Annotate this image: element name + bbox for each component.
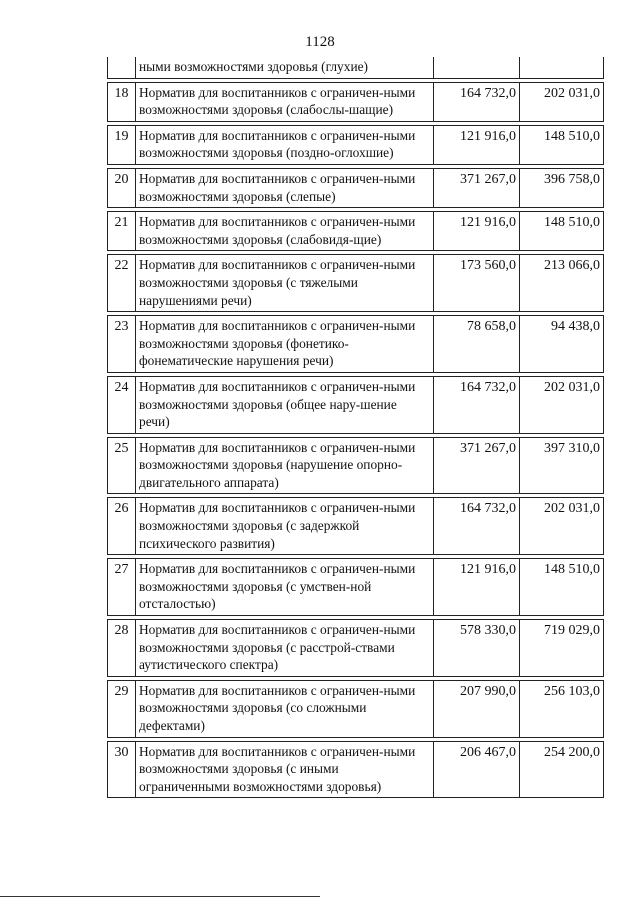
row-number-cell: 26	[108, 498, 136, 555]
row-name-cell: Норматив для воспитанников с ограничен-ными возможностями здоровья (фонетико-фонематические нарушения речи)	[136, 316, 434, 373]
row-value-2-cell: 94 438,0	[520, 316, 604, 373]
row-value-2-cell: 148 510,0	[520, 125, 604, 164]
row-name-cell: Норматив для воспитанников с ограничен-ными возможностями здоровья (с умствен-ной отсталостью)	[136, 559, 434, 616]
row-value-2-cell: 213 066,0	[520, 255, 604, 312]
row-value-1-cell: 371 267,0	[434, 437, 520, 494]
table-row-continuation	[108, 57, 604, 78]
table-row	[108, 498, 604, 555]
row-value-1-cell: 206 467,0	[434, 741, 520, 798]
row-number-cell: 21	[108, 212, 136, 251]
norms-table-body	[108, 57, 604, 798]
row-value-1-cell: 207 990,0	[434, 680, 520, 737]
row-name-cell: Норматив для воспитанников с ограничен-ными возможностями здоровья (с иными ограниченными возможностями здоровья)	[136, 741, 434, 798]
row-value-1-cell: 78 658,0	[434, 316, 520, 373]
row-name-cell: Норматив для воспитанников с ограничен-ными возможностями здоровья (с тяжелыми нарушениями речи)	[136, 255, 434, 312]
row-number-cell: 22	[108, 255, 136, 312]
row-value-1-cell: 164 732,0	[434, 376, 520, 433]
row-value-2-cell: 202 031,0	[520, 376, 604, 433]
table-row	[108, 316, 604, 373]
row-value-2-cell: 396 758,0	[520, 168, 604, 207]
table-row	[108, 255, 604, 312]
row-number-cell: 27	[108, 559, 136, 616]
row-value-2-cell: 254 200,0	[520, 741, 604, 798]
footer-rule	[0, 896, 320, 897]
row-number-cell: 24	[108, 376, 136, 433]
row-value-1-cell: 121 916,0	[434, 125, 520, 164]
row-value-1-cell: 121 916,0	[434, 559, 520, 616]
row-value-1-cell: 173 560,0	[434, 255, 520, 312]
row-value-2-cell: 148 510,0	[520, 212, 604, 251]
table-row	[108, 680, 604, 737]
table-row	[108, 437, 604, 494]
row-value-1-cell: 121 916,0	[434, 212, 520, 251]
row-name-cell: Норматив для воспитанников с ограничен-ными возможностями здоровья (с расстрой-ствами аутистического спектра)	[136, 620, 434, 677]
row-name-cell: Норматив для воспитанников с ограничен-ными возможностями здоровья (нарушение опорно-двигательного аппарата)	[136, 437, 434, 494]
norms-table	[107, 57, 604, 798]
table-row	[108, 168, 604, 207]
row-value-1-cell: 578 330,0	[434, 620, 520, 677]
row-number-cell: 30	[108, 741, 136, 798]
row-name-cell: Норматив для воспитанников с ограничен-ными возможностями здоровья (слабовидя-щие)	[136, 212, 434, 251]
row-number-cell: 19	[108, 125, 136, 164]
row-number-cell: 25	[108, 437, 136, 494]
row-number-cell	[108, 57, 136, 78]
row-name-cell: Норматив для воспитанников с ограничен-ными возможностями здоровья (поздно-оглохшие)	[136, 125, 434, 164]
table-row	[108, 212, 604, 251]
row-value-1-cell: 164 732,0	[434, 498, 520, 555]
row-value-2-cell: 256 103,0	[520, 680, 604, 737]
table-row	[108, 559, 604, 616]
row-number-cell: 23	[108, 316, 136, 373]
row-number-cell: 18	[108, 82, 136, 121]
row-name-cell: Норматив для воспитанников с ограничен-ными возможностями здоровья (со сложными дефектами)	[136, 680, 434, 737]
row-value-2-cell: 202 031,0	[520, 498, 604, 555]
table-row	[108, 620, 604, 677]
row-value-2-cell: 148 510,0	[520, 559, 604, 616]
row-value-2-cell: 202 031,0	[520, 82, 604, 121]
row-value-1-cell: 371 267,0	[434, 168, 520, 207]
table-row	[108, 376, 604, 433]
row-value-2-cell	[520, 57, 604, 78]
row-number-cell: 28	[108, 620, 136, 677]
row-value-2-cell: 397 310,0	[520, 437, 604, 494]
row-value-1-cell	[434, 57, 520, 78]
row-value-1-cell: 164 732,0	[434, 82, 520, 121]
row-name-cell: Норматив для воспитанников с ограничен-ными возможностями здоровья (с задержкой психического развития)	[136, 498, 434, 555]
row-number-cell: 20	[108, 168, 136, 207]
page-number: 1128	[305, 34, 335, 50]
row-name-cell: Норматив для воспитанников с ограничен-ными возможностями здоровья (слабослы-шащие)	[136, 82, 434, 121]
row-number-cell: 29	[108, 680, 136, 737]
table-row	[108, 82, 604, 121]
table-row	[108, 741, 604, 798]
row-name-cell: ными возможностями здоровья (глухие)	[136, 57, 434, 78]
table-row	[108, 125, 604, 164]
row-value-2-cell: 719 029,0	[520, 620, 604, 677]
row-name-cell: Норматив для воспитанников с ограничен-ными возможностями здоровья (слепые)	[136, 168, 434, 207]
row-name-cell: Норматив для воспитанников с ограничен-ными возможностями здоровья (общее нару-шение речи)	[136, 376, 434, 433]
